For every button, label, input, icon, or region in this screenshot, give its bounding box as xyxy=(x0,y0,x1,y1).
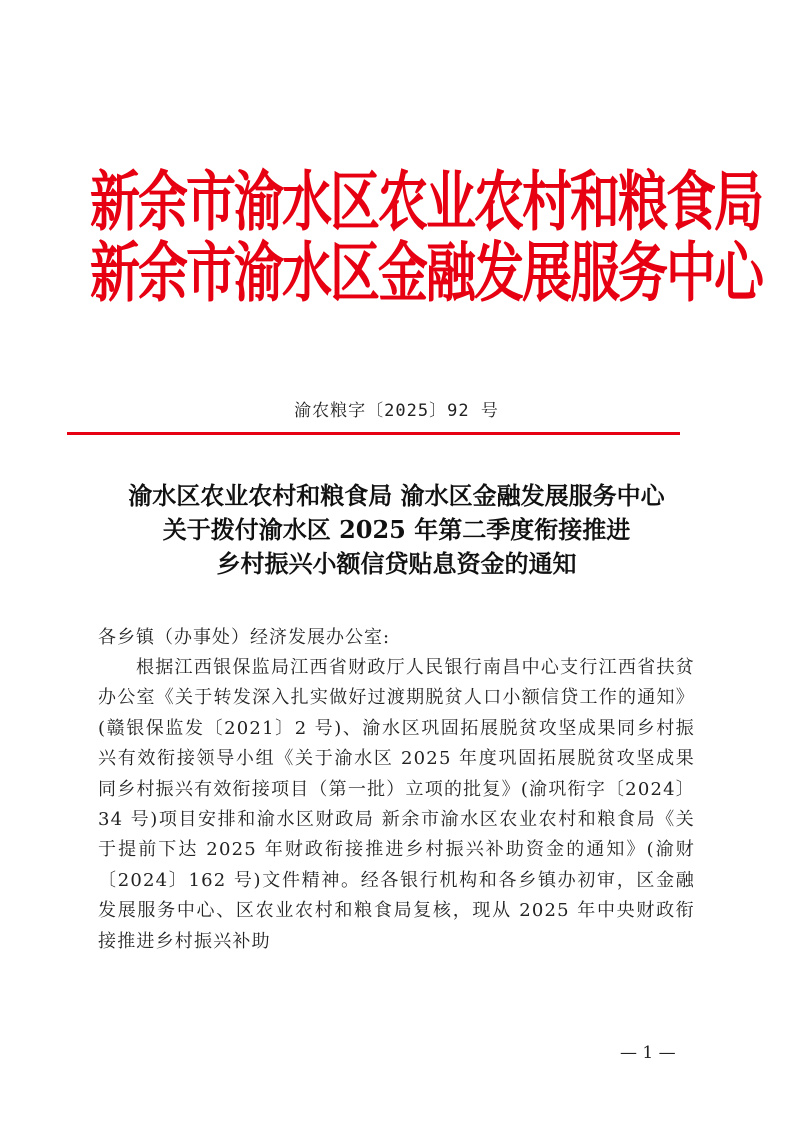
document-title-line-2: 关于拨付渝水区 2025 年第二季度衔接推进 xyxy=(162,515,631,544)
masthead-line-2: 新余市渝水区金融发展服务中心 xyxy=(90,234,762,311)
body-paragraph: 根据江西银保监局江西省财政厅人民银行南昌中心支行江西省扶贫办公室《关于转发深入扎实做好过渡期脱贫人口小额信贷工作的通知》(赣银保监发〔2021〕2 号)、渝水区巩固拓展脱贫攻坚成果同乡村振兴有效衔接领导小组《关于渝水区 2025 年度巩固拓展脱贫攻坚成果同乡村振兴有效衔接项目（第一批）立项的批复》(渝巩衔字〔2024〕34 号)项目安排和渝水区财政局 新余市渝水区农业农村和粮食局《关于提前下达 2025 年财政衔接推进乡村振兴补助资金的通知》(渝财〔2024〕162 号)文件精神。经各银行机构和各乡镇办初审，区金融发展服务中心、区农业农村和粮食局复核，现从 2025 年中央财政衔接推进乡村振兴补助 xyxy=(98,657,695,952)
document-title-line-3: 乡村振兴小额信贷贴息资金的通知 xyxy=(216,549,577,578)
document-title-line-1: 渝水区农业农村和粮食局 渝水区金融发展服务中心 xyxy=(128,481,665,510)
red-divider-line xyxy=(67,432,680,435)
document-number: 渝农粮字〔2025〕92 号 xyxy=(294,401,499,421)
salutation: 各乡镇（办事处）经济发展办公室: xyxy=(98,627,391,648)
page-number: — 1 — xyxy=(620,1043,676,1063)
masthead-line-1: 新余市渝水区农业农村和粮食局 xyxy=(90,163,762,240)
